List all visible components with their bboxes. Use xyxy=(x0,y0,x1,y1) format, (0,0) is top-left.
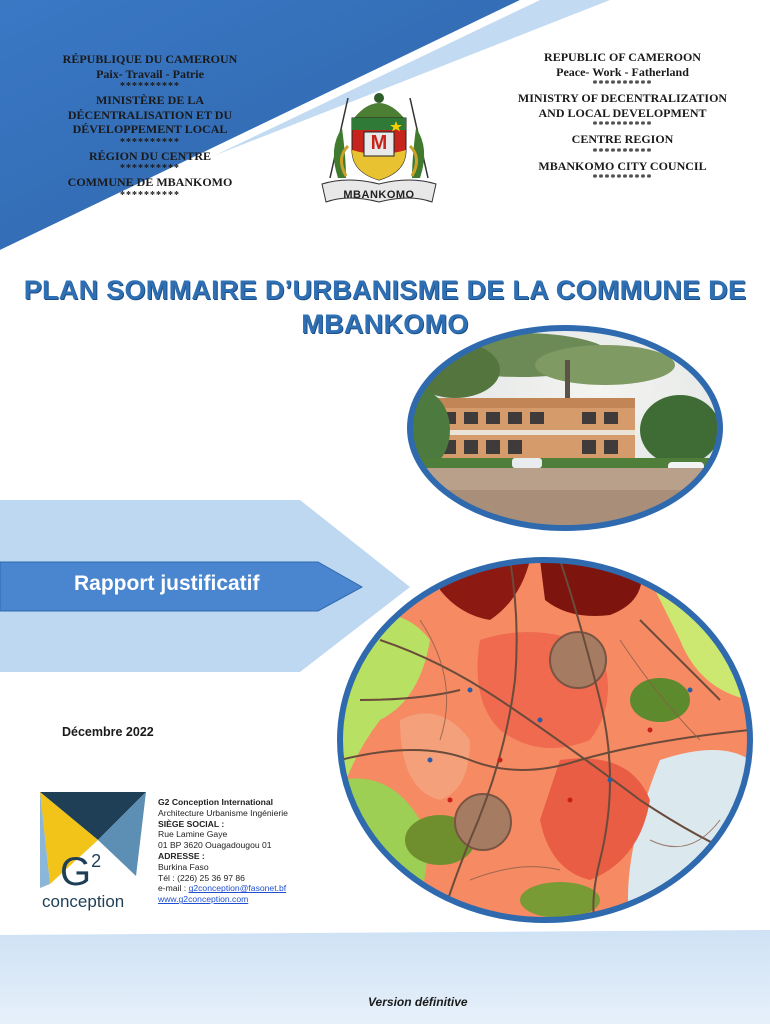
country-fr: RÉPUBLIQUE DU CAMEROUN xyxy=(62,52,238,66)
separator: ********** xyxy=(592,79,653,90)
ministry-en-line2: AND LOCAL DEVELOPMENT xyxy=(538,105,707,120)
separator: ********** xyxy=(120,189,180,201)
ministry-fr-line2: DÉCENTRALISATION ET DU xyxy=(67,107,233,122)
emblem-letter: M xyxy=(370,132,388,154)
g2-logo-superscript: 2 xyxy=(91,851,102,871)
bottom-band xyxy=(0,930,770,1024)
company-info xyxy=(158,797,338,905)
company-activity: Architecture Urbanisme Ingénierie xyxy=(158,807,288,818)
separator: ********** xyxy=(120,163,180,174)
company-street: Rue Lamine Gaye xyxy=(158,829,228,840)
separator: ********** xyxy=(592,173,653,184)
title-line2: MBANKOMO xyxy=(301,309,469,339)
title-line1: PLAN SOMMAIRE D’URBANISME DE LA COMMUNE DE xyxy=(23,275,747,305)
motto-en: Peace- Work - Fatherland xyxy=(556,64,689,79)
report-type-label: Rapport justificatif xyxy=(74,572,260,595)
g2-logo-letter: G xyxy=(60,850,92,894)
header-right-block xyxy=(500,50,745,185)
country-en: REPUBLIC OF CAMEROON xyxy=(544,50,701,64)
company-phone: Tél : (226) 25 36 97 86 xyxy=(158,872,245,883)
separator: ********** xyxy=(592,146,653,158)
email-link[interactable]: g2conception@fasonet.bf xyxy=(188,883,287,894)
separator: ********** xyxy=(592,120,653,131)
version-label: Version définitive xyxy=(368,995,468,1009)
region-en: CENTRE REGION xyxy=(571,132,674,146)
ministry-fr-line3: DÉVELOPPEMENT LOCAL xyxy=(72,122,228,136)
motto-fr: Paix- Travail - Patrie xyxy=(96,66,204,81)
council-en: MBANKOMO CITY COUNCIL xyxy=(538,158,707,173)
email-prefix: e-mail : xyxy=(158,883,189,894)
company-country: Burkina Faso xyxy=(158,861,209,872)
g2-logo-word: conception xyxy=(42,892,125,911)
emblem-name: MBANKOMO xyxy=(343,189,415,201)
ministry-en-line1: MINISTRY OF DECENTRALIZATION xyxy=(517,91,728,105)
header-left-block xyxy=(40,52,260,202)
commune-fr: COMMUNE DE MBANKOMO xyxy=(67,175,233,189)
website-link[interactable]: www.g2conception.com xyxy=(158,894,249,905)
document-date: Décembre 2022 xyxy=(62,725,154,739)
separator: ********** xyxy=(120,81,180,92)
ministry-fr-line1: MINISTÈRE DE LA xyxy=(95,93,205,107)
separator: ********** xyxy=(120,136,180,148)
g2-logo-mark xyxy=(60,852,101,892)
address-label: ADRESSE : xyxy=(158,850,205,861)
document-title xyxy=(20,273,750,341)
company-email-line xyxy=(158,883,338,894)
company-name: G2 Conception International xyxy=(158,797,274,807)
region-fr: RÉGION DU CENTRE xyxy=(88,148,211,163)
seat-label: SIÈGE SOCIAL : xyxy=(158,818,225,829)
company-po-box: 01 BP 3620 Ouagadougou 01 xyxy=(158,840,272,851)
